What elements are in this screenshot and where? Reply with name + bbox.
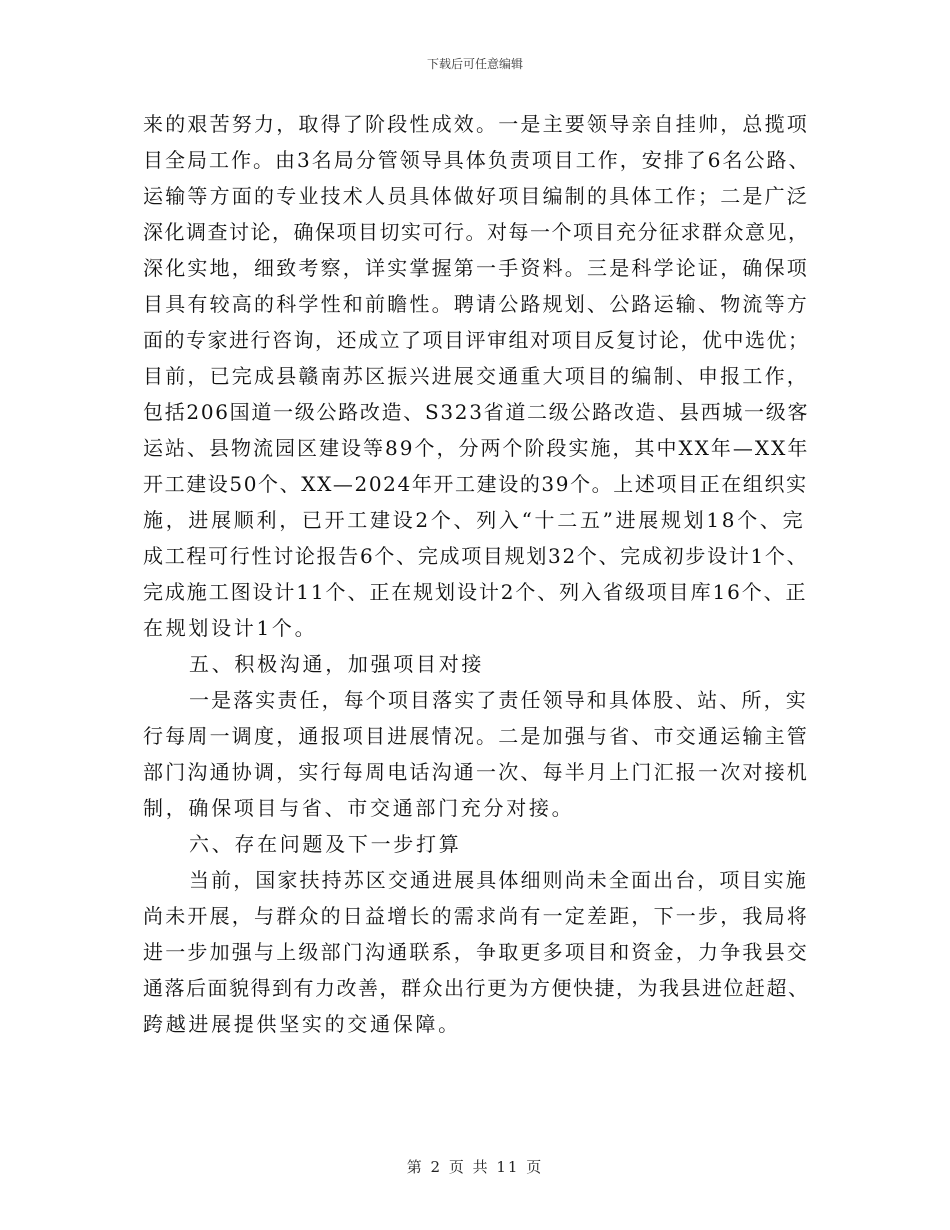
text-line: 跨越进展提供坚实的交通保障。 [143,1012,461,1036]
header-note: 下载后可任意编辑 [426,57,523,71]
text-line: 成工程可行性讨论报告6个、完成项目规划32个、完成初步设计1个、 [143,544,809,568]
text-line: 当前，国家扶持苏区交通进展具体细则尚未全面出台，项目实施 [189,868,808,892]
text-line: 尚未开展，与群众的日益增长的需求尚有一定差距，下一步，我局将 [143,904,809,928]
text-line: 在规划设计1个。 [143,616,318,640]
text-line: 运站、县物流园区建设等89个，分两个阶段实施，其中XX年—XX年 [143,436,810,460]
text-line: 完成施工图设计11个、正在规划设计2个、列入省级项目库16个、正 [143,580,808,604]
text-line: 进一步加强与上级部门沟通联系，争取更多项目和资金，力争我县交 [143,940,809,964]
text-line: 目前，已完成县赣南苏区振兴进展交通重大项目的编制、申报工作， [143,364,809,388]
text-line: 行每周一调度，通报项目进展情况。二是加强与省、市交通运输主管 [143,724,809,748]
text-line: 来的艰苦努力，取得了阶段性成效。一是主要领导亲自挂帅，总揽项 [143,112,809,136]
text-line: 部门沟通协调，实行每周电话沟通一次、每半月上门汇报一次对接机 [143,760,809,784]
page-number: 第 2 页 共 11 页 [406,1158,544,1176]
text-line: 包括206国道一级公路改造、S323省道二级公路改造、县西城一级客 [143,400,810,424]
section-heading: 六、存在问题及下一步打算 [189,832,462,856]
text-line: 一是落实责任，每个项目落实了责任领导和具体股、站、所，实 [189,688,808,712]
text-line: 面的专家进行咨询，还成立了项目评审组对项目反复讨论，优中选优； [143,328,810,352]
text-line: 目全局工作。由3名局分管领导具体负责项目工作，安排了6名公路、 [143,148,811,172]
text-line: 深化实地，细致考察，详实掌握第一手资料。三是科学论证，确保项 [143,256,809,280]
text-line: 运输等方面的专业技术人员具体做好项目编制的具体工作；二是广泛 [143,184,809,208]
text-line: 通落后面貌得到有力改善，群众出行更为方便快捷，为我县进位赶超、 [143,976,810,1000]
section-heading: 五、积极沟通，加强项目对接 [189,652,485,676]
text-line: 深化调查讨论，确保项目切实可行。对每一个项目充分征求群众意见， [143,220,810,244]
text-line: 目具有较高的科学性和前瞻性。聘请公路规划、公路运输、物流等方 [143,292,809,316]
text-line: 开工建设50个、XX—2024年开工建设的39个。上述项目正在组织实 [143,472,808,496]
text-line: 施，进展顺利，已开工建设2个、列入“十二五”进展规划18个、完 [143,508,806,532]
text-line: 制，确保项目与省、市交通部门充分对接。 [143,796,575,820]
